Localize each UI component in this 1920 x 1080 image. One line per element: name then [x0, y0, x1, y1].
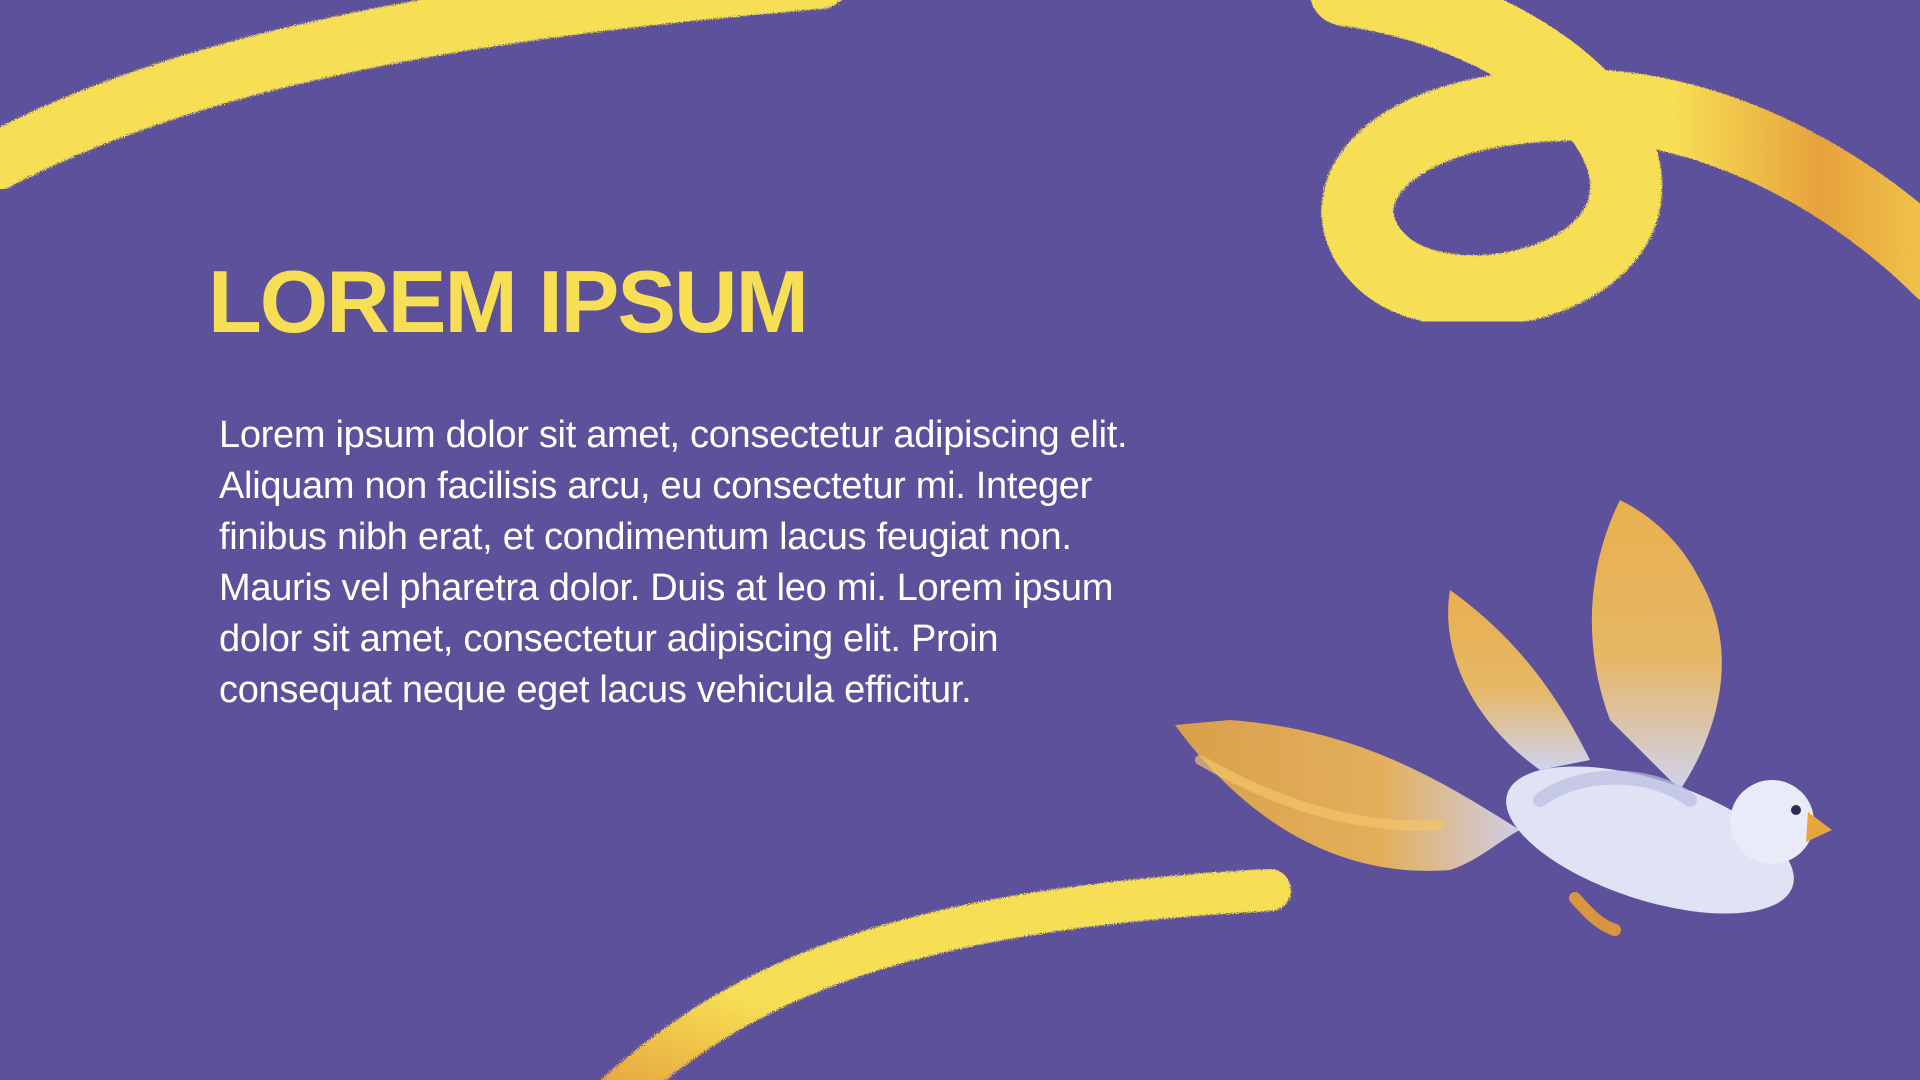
body-paragraph: Lorem ipsum dolor sit amet, consectetur adipiscing elit. Aliquam non facilisis arcu, eu consectetur mi. Integer finibus nibh erat, et condimentum lacus feugiat non. Mauris vel pharetra dolor. Duis at leo mi. Lorem ipsum dolor sit amet, consectetur adipiscing elit. Proin consequat neque eget lacus vehicula efficitur. — [219, 414, 1128, 711]
yellow-ribbon-loop — [1345, 0, 1920, 291]
yellow-brush-stroke-bottom — [610, 890, 1270, 1080]
yellow-brush-stroke-top — [0, 0, 820, 170]
flying-bird-illustration — [1175, 500, 1832, 943]
page-title: LOREM IPSUM — [208, 252, 807, 351]
